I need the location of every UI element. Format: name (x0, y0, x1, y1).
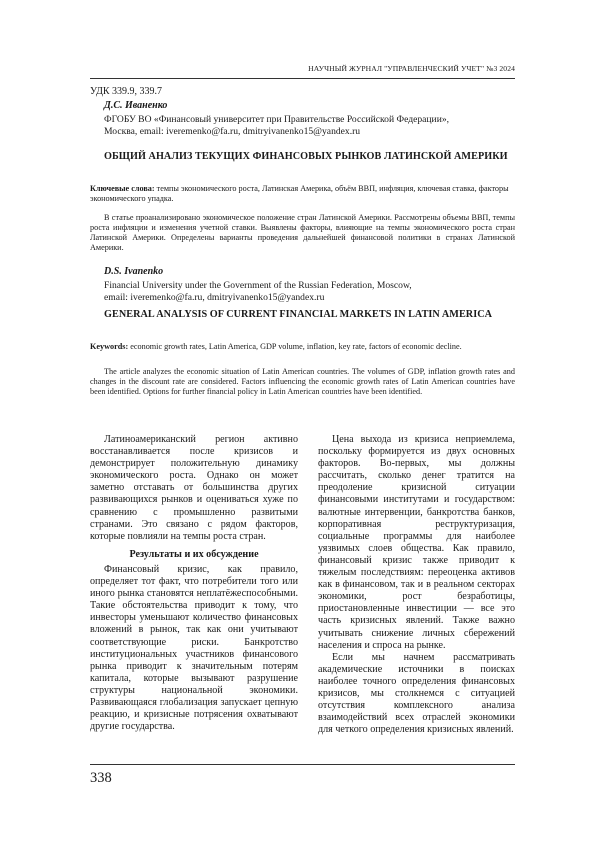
article-title-en: GENERAL ANALYSIS OF CURRENT FINANCIAL MARKETS IN LATIN AMERICA (104, 309, 493, 320)
footer-rule (90, 764, 515, 765)
abstract-ru: В статье проанализировано экономическое положение стран Латинской Америки. Рассмотрены объемы ВВП, темпы роста инфляции и изменения учетной ставки. Выявлены факторы, влияющие на темпы экономического роста стран Латинской Америки. Определены варианты проведения дальнейшей финансовой политики в странах Латинской Америки. (90, 213, 515, 252)
body-column-right (318, 434, 515, 736)
affiliation-ru-line: ФГОБУ ВО «Финансовый университет при Правительстве Российской Федерации», (104, 114, 450, 125)
affiliation-en-line: email: iveremenko@fa.ru, dmitryivanenko15@yandex.ru (104, 292, 325, 303)
keywords-en (90, 342, 515, 352)
author-ru: Д.С. Иваненко (104, 100, 168, 111)
body-column-left (90, 434, 298, 733)
body-paragraph: Если мы начнем рассматривать академические источники в поисках наиболее точного определения финансовых кризисов, мы столкнемся с ситуацией отсутствия комплексного анализа взаимодействий всех отраслей экономики для четкого определения кризисных явлений. (318, 651, 515, 736)
affiliation-en-line: Financial University under the Government of the Russian Federation, Moscow, (104, 280, 412, 291)
keywords-en-label: Keywords: (90, 342, 129, 351)
affiliation-ru-line: Москва, email: iveremenko@fa.ru, dmitryivanenko15@yandex.ru (104, 126, 361, 137)
keywords-en-text: economic growth rates, Latin America, GDP volume, inflation, key rate, factors of economic decline. (130, 342, 462, 351)
body-paragraph: Финансовый кризис, как правило, определяет тот факт, что потребители того или иного рынка становятся неплатёжеспособными. Такие обстоятельства приводит к тому, что инвесторы уменьшают количество финансовых вложений в рынок, так как они учитывают соответствующие риски. Банкротство институциональных участников финансового рынка приводит к значительным потерям капитала, которые вызывают разрушение структуры национальной экономики. Развивающаяся глобализация запускает цепную реакцию, и кризисные потрясения охватывают другие государства. (90, 563, 298, 733)
udk-code: УДК 339.9, 339.7 (90, 86, 163, 97)
header-rule (90, 78, 515, 79)
article-title-ru: ОБЩИЙ АНАЛИЗ ТЕКУЩИХ ФИНАНСОВЫХ РЫНКОВ ЛАТИНСКОЙ АМЕРИКИ (104, 151, 508, 162)
body-paragraph: Цена выхода из кризиса неприемлема, поскольку формируется из двух основных факторов. Во-первых, мы должны рассчитать, сколько денег тратится на преодоление кризисной ситуации финансовыми институтами и государством: валютные интервенции, банкротства банков, корпоративная реструктуризация, социальные программы для наиболее уязвимых слоев общества. Как правило, финансовый кризис также приводит к тяжелым последствиям: переоценка активов как в финансовом, так и в реальном секторах экономики, рост безработицы, приостановленные инвестиции — все это часть кризисных явлений. Также важно учитывать снижение личных сбережений населения и спроса на рынке. (318, 434, 515, 651)
author-en: D.S. Ivanenko (104, 266, 164, 277)
affiliation-ru (104, 114, 515, 138)
keywords-ru (90, 184, 515, 204)
running-head: НАУЧНЫЙ ЖУРНАЛ "УПРАВЛЕНЧЕСКИЙ УЧЕТ" №3 2024 (308, 64, 515, 73)
page-number: 338 (90, 770, 112, 786)
section-heading: Результаты и их обсуждение (129, 548, 259, 560)
abstract-en: The article analyzes the economic situation of Latin American countries. The volumes of GDP, inflation growth rates and changes in the discount rate are considered. Factors influencing the economic growth rates of Latin American countries have been identified. Options for further financial policy in Latin American countries have been identified. (90, 367, 515, 396)
body-paragraph: Латиноамериканский регион активно восстанавливается после кризисов и демонстрирует положительную динамику экономического роста. Однако он может заметно отставать от большинства других развивающихся рынков и оцениваться хуже по сравнению с промышленно развитыми странами. Это связано с рядом факторов, которые повлияли на темпы роста стран. (90, 434, 298, 542)
affiliation-en (104, 280, 515, 304)
keywords-ru-label: Ключевые слова: (90, 184, 155, 193)
keywords-ru-text: темпы экономического роста, Латинская Америка, объём ВВП, инфляция, ключевая ставка, факторы экономического упадка. (90, 184, 509, 203)
